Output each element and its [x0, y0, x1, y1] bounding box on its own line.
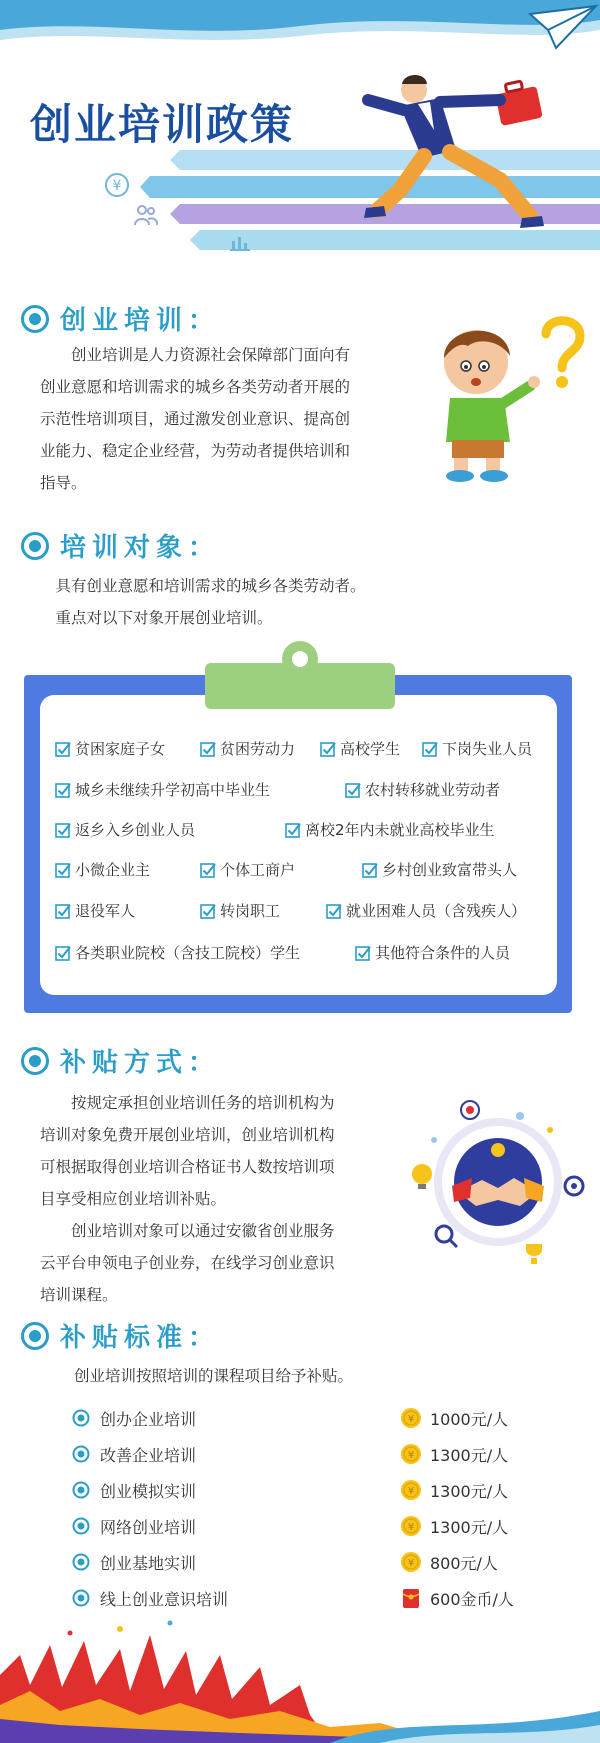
checkbox-checked-icon [200, 862, 220, 878]
target-icon [20, 304, 50, 334]
checklist-item-label: 转岗职工 [220, 902, 281, 920]
subsidy-amount: 1300元/人 [430, 1481, 509, 1501]
svg-text:¥: ¥ [407, 1414, 415, 1425]
subsidy-standard-item [72, 1439, 542, 1469]
handshake-illustration [410, 1100, 585, 1265]
running-businessman-illustration [360, 70, 560, 240]
section-heading-target [20, 527, 220, 564]
yuan-coin-icon [104, 172, 130, 203]
checklist-item-label: 退役军人 [75, 902, 136, 920]
text-line: 业能力、稳定企业经营，为劳动者提供培训和 [40, 442, 351, 460]
checklist-item-label: 农村转移就业劳动者 [365, 781, 501, 799]
checklist-item-label: 贫困劳动力 [220, 740, 296, 758]
trophy-icon [526, 1244, 542, 1264]
checklist-item-label: 就业困难人员（含残疾人） [346, 902, 527, 920]
checklist-item [285, 819, 495, 840]
top-wave-decoration [0, 0, 600, 60]
text-line: 创业意愿和培训需求的城乡各类劳动者开展的 [40, 378, 351, 396]
target-icon [461, 1101, 479, 1119]
checkbox-checked-icon [55, 945, 75, 961]
checklist-item-label: 其他符合条件的人员 [375, 944, 511, 962]
checkbox-checked-icon [55, 741, 75, 757]
section-title-training: 创业培训： [60, 306, 221, 336]
course-name: 创办企业培训 [100, 1409, 197, 1429]
checkbox-checked-icon [355, 945, 375, 961]
checklist-item [55, 819, 195, 840]
target-icon [72, 1409, 100, 1427]
checklist-item [326, 900, 526, 921]
course-name: 网络创业培训 [100, 1517, 197, 1537]
page-title: 创业培训政策 [30, 100, 295, 149]
target-icon [72, 1589, 100, 1607]
cheering-crowd-decoration [0, 1615, 600, 1743]
target-icon [20, 1321, 50, 1351]
checklist-item [55, 900, 135, 921]
checklist-item [55, 859, 150, 880]
checklist-item-label: 下岗失业人员 [442, 740, 533, 758]
text-line: 具有创业意愿和培训需求的城乡各类劳动者。 [40, 577, 366, 595]
subsidy-standard-item [72, 1511, 542, 1541]
gold-coin-icon [400, 1443, 430, 1465]
lightbulb-icon [412, 1164, 432, 1189]
course-name: 线上创业意识培训 [100, 1589, 229, 1609]
course-name: 创业模拟实训 [100, 1481, 197, 1501]
gold-coin-icon [400, 1515, 430, 1537]
checklist-item [345, 779, 500, 800]
section-title-subsidy-standard: 补贴标准： [60, 1323, 221, 1353]
section-heading-subsidy-method [20, 1042, 220, 1079]
clipboard-clip [205, 637, 395, 712]
checklist-item [55, 779, 270, 800]
section-heading-subsidy-standard [20, 1317, 220, 1354]
svg-text:¥: ¥ [407, 1558, 415, 1569]
checklist-item [320, 738, 400, 759]
checkbox-checked-icon [55, 903, 75, 919]
checkbox-checked-icon [200, 903, 220, 919]
checklist-item-label: 小微企业主 [75, 861, 151, 879]
red-packet-icon [400, 1587, 430, 1609]
text-line: 培训课程。 [40, 1286, 118, 1304]
target-icon [20, 1046, 50, 1076]
checkbox-checked-icon [55, 862, 75, 878]
section-title-target: 培训对象： [60, 533, 221, 563]
checklist-item [362, 859, 517, 880]
subsidy-standard-item [72, 1475, 542, 1505]
subsidy-amount: 1300元/人 [430, 1517, 509, 1537]
checklist-item [355, 942, 510, 963]
subsidy-standard-item [72, 1547, 542, 1577]
checklist-item [55, 942, 300, 963]
subsidy-amount: 800元/人 [430, 1553, 498, 1573]
text-line: 创业培训对象可以通过安徽省创业服务 [40, 1222, 335, 1240]
section-heading-training [20, 300, 220, 337]
search-icon [436, 1226, 457, 1247]
text-line: 培训对象免费开展创业培训，创业培训机构 [40, 1126, 335, 1144]
checklist-item [200, 859, 295, 880]
checklist-item-label: 乡村创业致富带头人 [382, 861, 518, 879]
text-line: 云平台申领电子创业券，在线学习创业意识 [40, 1254, 335, 1272]
checklist-item [422, 738, 532, 759]
bar-chart-icon [228, 232, 252, 257]
checkbox-checked-icon [200, 741, 220, 757]
section-title-subsidy-method: 补贴方式： [60, 1048, 221, 1078]
thinking-boy-illustration [438, 312, 588, 487]
text-line: 按规定承担创业培训任务的培训机构为 [40, 1094, 335, 1112]
checkbox-checked-icon [285, 822, 305, 838]
text-line: 可根据取得创业培训合格证书人数按培训项 [40, 1158, 335, 1176]
text-line: 目享受相应创业培训补贴。 [40, 1190, 227, 1208]
target-icon [72, 1553, 100, 1571]
checkbox-checked-icon [345, 782, 365, 798]
training-description [40, 339, 440, 499]
target-icon [72, 1481, 100, 1499]
target-icon [72, 1445, 100, 1463]
gold-coin-icon [400, 1407, 430, 1429]
subsidy-standard-item [72, 1403, 542, 1433]
checkbox-checked-icon [320, 741, 340, 757]
checklist-item-label: 城乡未继续升学初高中毕业生 [75, 781, 271, 799]
gold-coin-icon [400, 1551, 430, 1573]
target-description [40, 570, 560, 634]
checklist-item-label: 高校学生 [340, 740, 401, 758]
subsidy-amount: 600金币/人 [430, 1589, 514, 1609]
gold-coin-icon [400, 1479, 430, 1501]
subsidy-standard-intro: 创业培训按照培训的课程项目给予补贴。 [74, 1367, 354, 1385]
checkbox-checked-icon [55, 782, 75, 798]
checklist-item [55, 738, 165, 759]
gear-icon [565, 1177, 583, 1195]
subsidy-amount: 1300元/人 [430, 1445, 509, 1465]
checkbox-checked-icon [422, 741, 442, 757]
course-name: 改善企业培训 [100, 1445, 197, 1465]
svg-text:¥: ¥ [112, 178, 122, 194]
svg-text:¥: ¥ [407, 1522, 415, 1533]
checkbox-checked-icon [55, 822, 75, 838]
course-name: 创业基地实训 [100, 1553, 197, 1573]
people-icon [133, 203, 159, 232]
checkbox-checked-icon [326, 903, 346, 919]
checklist-item [200, 900, 280, 921]
checklist-item [200, 738, 295, 759]
svg-text:¥: ¥ [407, 1486, 415, 1497]
checkbox-checked-icon [362, 862, 382, 878]
subsidy-standard-item [72, 1583, 542, 1613]
checklist-item-label: 离校2年内未就业高校毕业生 [305, 821, 495, 839]
text-line: 指导。 [40, 474, 87, 492]
text-line: 重点对以下对象开展创业培训。 [40, 609, 273, 627]
svg-text:¥: ¥ [407, 1450, 415, 1461]
checklist-item-label: 各类职业院校（含技工院校）学生 [75, 944, 301, 962]
checklist-item-label: 返乡入乡创业人员 [75, 821, 196, 839]
text-line: 示范性培训项目，通过激发创业意识、提高创 [40, 410, 351, 428]
subsidy-method-description [40, 1087, 420, 1311]
checklist-item-label: 贫困家庭子女 [75, 740, 166, 758]
subsidy-amount: 1000元/人 [430, 1409, 509, 1429]
text-line: 创业培训是人力资源社会保障部门面向有 [40, 346, 351, 364]
target-icon [20, 531, 50, 561]
checklist-item-label: 个体工商户 [220, 861, 296, 879]
target-icon [72, 1517, 100, 1535]
